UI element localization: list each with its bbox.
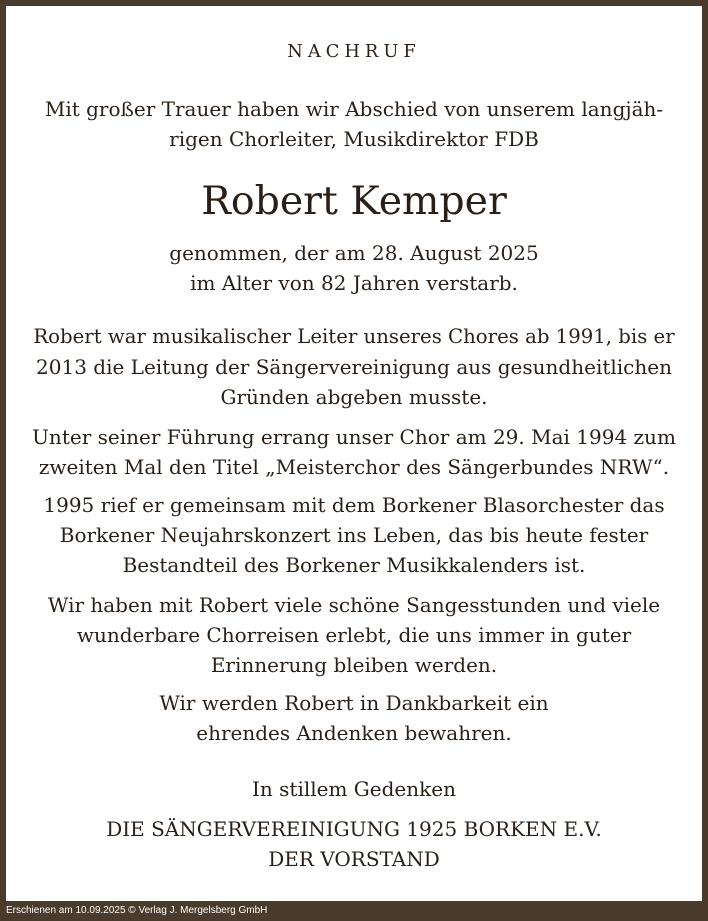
paragraph-line: 1995 rief er gemeinsam mit dem Borkener Blasorchester das (43, 493, 665, 517)
closing-line: In stillem Gedenken (252, 777, 456, 801)
notice-heading: NACHRUF (287, 41, 421, 62)
death-info (30, 238, 678, 298)
paragraph-title (30, 422, 678, 482)
paragraph-line: wunderbare Chorreisen erlebt, die uns immer in guter (76, 623, 632, 647)
signature-line: DIE SÄNGERVEREINIGUNG 1925 BORKEN E.V. (106, 817, 602, 841)
paragraph-line: zweiten Mal den Titel „Meisterchor des Sängerbundes NRW“. (38, 455, 670, 479)
death-line: genommen, der am 28. August 2025 (169, 241, 539, 265)
paragraph-line: 2013 die Leitung der Sängervereinigung aus gesundheitlichen (36, 355, 672, 379)
intro-text (30, 94, 678, 154)
paragraph-line: Robert war musikalischer Leiter unseres Chores ab 1991, bis er (33, 325, 675, 348)
paragraph-line: Erinnerung bleiben werden. (210, 653, 498, 677)
paragraph-concert (30, 490, 678, 580)
paragraph-line: ehrendes Andenken bewahren. (196, 721, 512, 745)
deceased-name: Robert Kemper (201, 178, 507, 224)
paragraph-line: Gründen abgeben musste. (220, 385, 488, 409)
paragraph-line: Wir haben mit Robert viele schöne Sangesstunden und viele (47, 593, 661, 617)
paragraph-line: Bestandteil des Borkener Musikkalenders ist. (122, 553, 586, 577)
paragraph-line: Borkener Neujahrskonzert ins Leben, das bis heute fester (59, 523, 649, 547)
intro-line: rigen Chorleiter, Musikdirektor FDB (169, 127, 539, 151)
signature-line: DER VORSTAND (268, 847, 440, 871)
publication-footer: Erschienen am 10.09.2025 © Verlag J. Mergelsberg GmbH (6, 905, 268, 916)
obituary-notice (6, 6, 702, 901)
death-line: im Alter von 82 Jahren verstarb. (190, 271, 518, 295)
intro-line: Mit großer Trauer haben wir Abschied von unserem langjäh- (44, 97, 664, 121)
paragraph-career (30, 322, 678, 412)
paragraph-line: Unter seiner Führung errang unser Chor am 29. Mai 1994 zum (32, 425, 676, 449)
signature (30, 814, 678, 874)
paragraph-line: Wir werden Robert in Dankbarkeit ein (159, 691, 549, 715)
closing-phrase (30, 774, 678, 804)
paragraph-gratitude (30, 688, 678, 748)
paragraph-memories (30, 590, 678, 680)
